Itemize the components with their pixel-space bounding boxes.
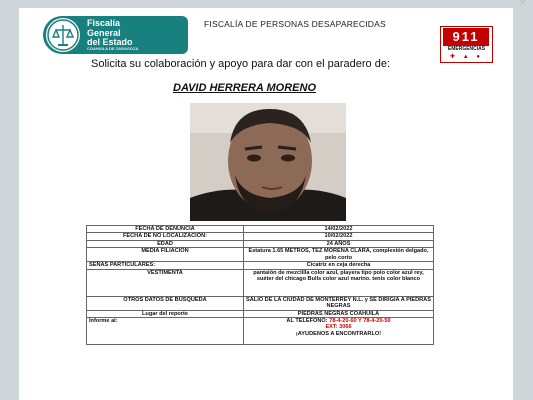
- table-row: [87, 318, 434, 345]
- close-icon[interactable]: ✕: [518, 0, 527, 9]
- table-row: [87, 269, 434, 296]
- contact-value: [244, 318, 434, 345]
- field-value: PIEDRAS NEGRAS COAHUILA: [244, 310, 434, 317]
- table-row: [87, 240, 434, 247]
- field-label: SEÑAS PARTICULARES:: [87, 262, 244, 269]
- field-value: 10/02/2022: [244, 233, 434, 240]
- field-label: Informe al:: [87, 318, 244, 345]
- phone-extension: EXT: 3066: [325, 324, 352, 331]
- table-row: [87, 262, 434, 269]
- field-value: pantalón de mezclilla color azul, playera tipo polo color azul rey, suéter del chicago Bulls color azul marino. tenis color blanco: [244, 269, 434, 296]
- page-title: FISCALÍA DE PERSONAS DESAPARECIDAS: [204, 19, 386, 29]
- logo-text: Fiscalía General del Estado: [87, 18, 133, 47]
- justice-emblem-icon: [46, 18, 80, 52]
- emergency-icons: ✚ ▲ ●: [450, 54, 483, 60]
- field-label: OTROS DATOS DE BÚSQUEDA: [87, 296, 244, 310]
- emergency-number: 911: [443, 28, 489, 46]
- details-table: [86, 225, 434, 345]
- field-label: FECHA DE NO LOCALIZACIÓN:: [87, 233, 244, 240]
- phone-numbers: 78-4-20-60 Y 78-4-20-50: [329, 318, 391, 325]
- field-value: 24 AÑOS: [244, 240, 434, 247]
- field-label: EDAD: [87, 240, 244, 247]
- field-label: FECHA DE DENUNCIA: [87, 226, 244, 233]
- emergency-label: EMERGENCIAS: [447, 46, 486, 52]
- window-controls: [519, 0, 527, 9]
- fiscalia-logo: [43, 16, 188, 54]
- table-row: [87, 233, 434, 240]
- field-label: MEDIA FILIACIÓN: [87, 248, 244, 262]
- table-row: [87, 310, 434, 317]
- emergency-911-badge: [440, 26, 493, 63]
- missing-person-photo: [190, 103, 346, 221]
- missing-person-name: DAVID HERRERA MORENO: [173, 82, 317, 94]
- closing-message: ¡AYUDENOS A ENCONTRARLO!: [295, 330, 382, 337]
- field-label: Lugar del reporte: [87, 310, 244, 317]
- field-value: SALIO DE LA CIUDAD DE MONTERREY N.L. y SE DIRIGIA A PIEDRAS NEGRAS: [244, 296, 434, 310]
- table-row: [87, 248, 434, 262]
- field-label: VESTIMENTA: [87, 269, 244, 296]
- table-row: [87, 296, 434, 310]
- field-value: Cicatriz en ceja derecha: [244, 262, 434, 269]
- field-value: 14/02/2022: [244, 226, 434, 233]
- missing-person-poster: [19, 8, 513, 400]
- notice-intro: Solicita su colaboración y apoyo para dar con el paradero de:: [91, 58, 391, 70]
- logo-subtext: COAHUILA DE ZARAGOZA: [87, 46, 139, 51]
- phone-prefix: AL TELEFONO:: [286, 318, 328, 325]
- field-value: Estatura 1.65 METROS, TEZ MORENA CLARA, complexión delgado, pelo corto: [244, 248, 434, 262]
- table-row: [87, 226, 434, 233]
